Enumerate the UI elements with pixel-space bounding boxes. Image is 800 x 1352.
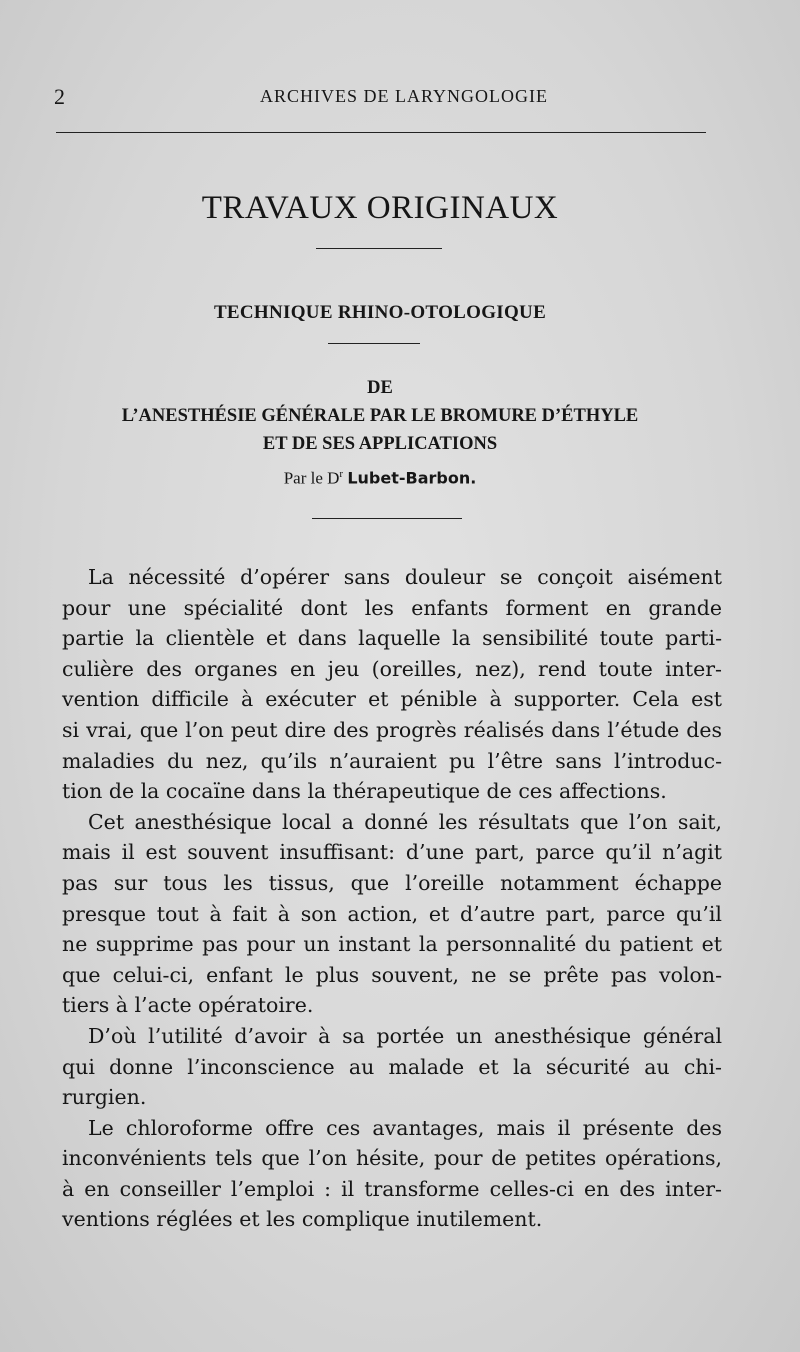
- page-number: 2: [54, 84, 65, 109]
- text-line: pas sur tous les tissus, que l’oreille notamment échappe: [62, 870, 722, 895]
- text-line: Le chloroforme offre ces avantages, mais il présente des: [88, 1115, 722, 1140]
- text-line: si vrai, que l’on peut dire des progrès réalisés dans l’étude des: [62, 717, 722, 742]
- text-line: vention difficile à exécuter et pénible à supporter. Cela est: [62, 687, 722, 712]
- text-line: ne supprime pas pour un instant la personnalité du patient et: [62, 932, 722, 957]
- byline-superscript: r: [339, 468, 344, 480]
- text-line: pour une spécialité dont les enfants forment en grande: [62, 595, 722, 620]
- text-line: partie la clientèle et dans laquelle la sensibilité toute parti-: [62, 626, 722, 651]
- text-line: D’où l’utilité d’avoir à sa portée un anesthésique général: [88, 1023, 722, 1048]
- journal-title: ARCHIVES DE LARYNGOLOGIE: [260, 86, 548, 106]
- text-line: La nécessité d’opérer sans douleur se conçoit aisément: [88, 565, 722, 589]
- text-line: Cet anesthésique local a donné les résultats que l’on sait,: [88, 809, 722, 834]
- article-title: [0, 374, 760, 458]
- paragraph: [62, 562, 722, 807]
- article-title-line: DE: [367, 378, 393, 398]
- author-name: Lubet-Barbon.: [347, 468, 477, 488]
- article-title-line: L’ANESTHÉSIE GÉNÉRALE PAR LE BROMURE D’ÉTHYLE: [121, 406, 639, 426]
- text-line: tion de la cocaïne dans la thérapeutique de ces affections.: [62, 779, 667, 804]
- text-line: maladies du nez, qu’ils n’auraient pu l’être sans l’introduc-: [62, 748, 722, 773]
- header-rule: [56, 132, 706, 133]
- section-title: TRAVAUX ORIGINAUX: [201, 190, 559, 226]
- text-line: tiers à l’acte opératoire.: [62, 993, 314, 1018]
- text-line: à en conseiller l’emploi : il transforme celles-ci en des inter-: [62, 1176, 722, 1201]
- byline-prefix: Par le D: [283, 468, 340, 488]
- paragraph: [62, 1113, 722, 1235]
- text-line: culière des organes en jeu (oreilles, nez), rend toute inter-: [62, 656, 722, 681]
- text-line: que celui-ci, enfant le plus souvent, ne se prête pas volon-: [62, 962, 722, 987]
- text-line: qui donne l’inconscience au malade et la sécurité au chi-: [62, 1054, 722, 1079]
- text-line: mais il est souvent insuffisant: d’une part, parce qu’il n’agit: [62, 840, 722, 865]
- running-head: [54, 84, 714, 110]
- rubric-divider: [328, 343, 420, 344]
- text-line: rurgien.: [62, 1085, 147, 1110]
- text-line: ventions réglées et les complique inutilement.: [62, 1207, 543, 1232]
- byline-divider: [312, 518, 462, 519]
- text-line: inconvénients tels que l’on hésite, pour de petites opérations,: [62, 1146, 722, 1171]
- paragraph: [62, 1021, 722, 1113]
- article-body: [62, 562, 722, 1235]
- text-line: presque tout à fait à son action, et d’autre part, parce qu’il: [62, 901, 722, 926]
- byline: [0, 468, 760, 489]
- rubric-heading: TECHNIQUE RHINO-OTOLOGIQUE: [213, 302, 547, 323]
- paragraph: [62, 807, 722, 1021]
- section-divider: [316, 248, 442, 249]
- article-title-line: ET DE SES APPLICATIONS: [262, 434, 498, 454]
